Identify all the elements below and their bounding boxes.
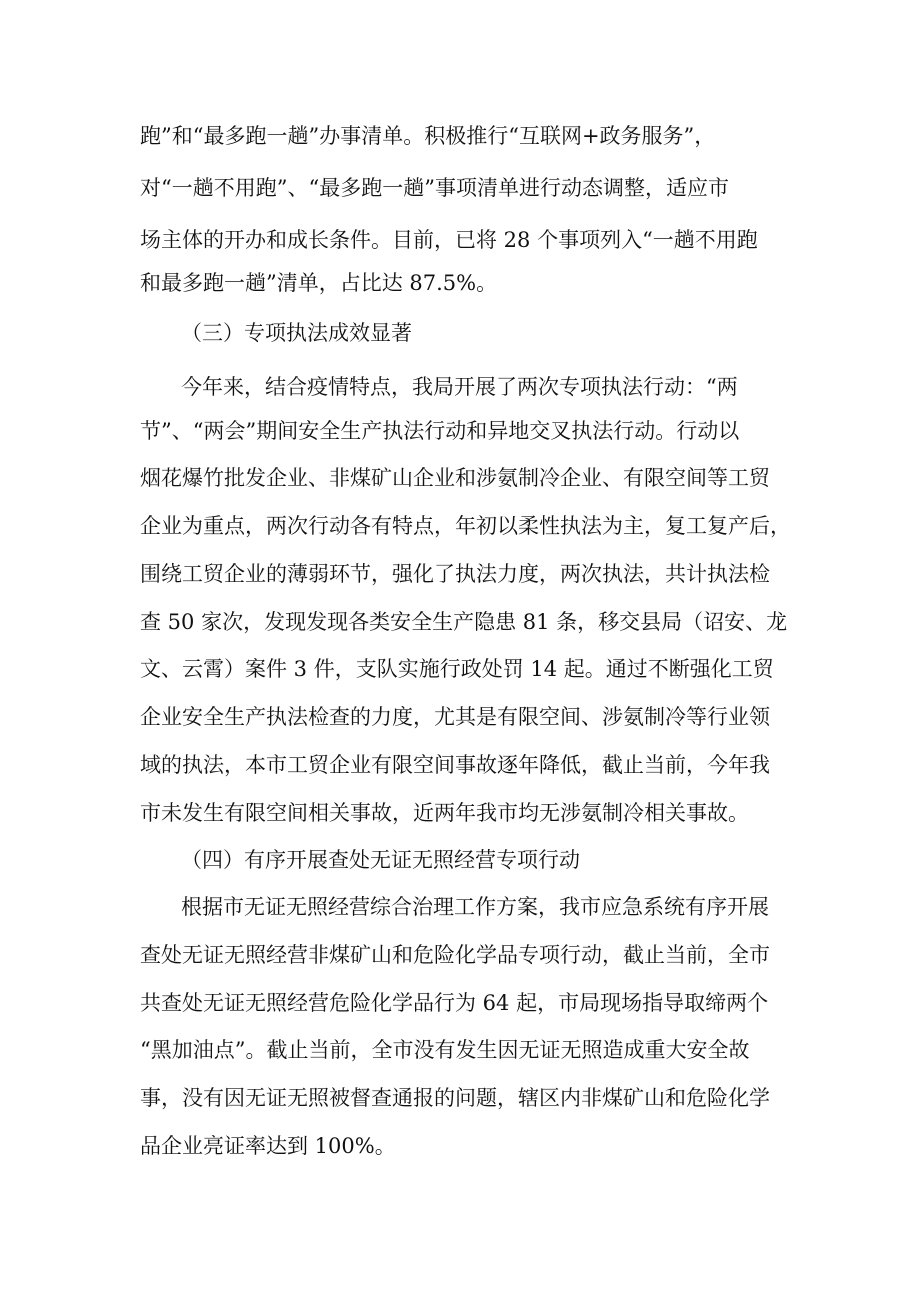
text-line: 共查处无证无照经营危险化学品行为 64 起，市局现场指导取缔两个 — [140, 991, 769, 1015]
text-line: 今年来，结合疫情特点，我局开展了两次专项执法行动：“两 — [181, 375, 738, 399]
text-line: 跑”和“最多跑一趟”办事清单。积极推行“互联网+政务服务”， — [140, 124, 716, 148]
text-line: 根据市无证无照经营综合治理工作方案，我市应急系统有序开展 — [181, 895, 769, 919]
text-line: 事，没有因无证无照被督查通报的问题，辖区内非煤矿山和危险化学 — [140, 1086, 770, 1110]
text-line: 烟花爆竹批发企业、非煤矿山企业和涉氨制冷企业、有限空间等工贸 — [140, 466, 770, 490]
text-line: 文、云霄）案件 3 件，支队实施行政处罚 14 起。通过不断强化工贸 — [140, 657, 774, 681]
text-line: 域的执法，本市工贸企业有限空间事故逐年降低，截止当前，今年我 — [140, 753, 770, 777]
text-line: 市未发生有限空间相关事故，近两年我市均无涉氨制冷相关事故。 — [140, 801, 749, 825]
text-line: 查 50 家次，发现发现各类安全生产隐患 81 条，移交县局（诏安、龙 — [140, 610, 788, 634]
text-line: 围绕工贸企业的薄弱环节，强化了执法力度，两次执法，共计执法检 — [140, 562, 770, 586]
text-line: 品企业亮证率达到 100%。 — [140, 1134, 396, 1158]
text-line: 企业为重点，两次行动各有特点，年初以柔性执法为主，复工复产后， — [140, 514, 791, 538]
text-line: 查处无证无照经营非煤矿山和危险化学品专项行动，截止当前，全市 — [140, 943, 770, 967]
text-line: 对“一趟不用跑”、“最多跑一趟”事项清单进行动态调整，适应市 — [140, 176, 729, 200]
section-heading: （四）有序开展查处无证无照经营专项行动 — [181, 848, 580, 872]
text-line: 和最多跑一趟”清单，占比达 87.5%。 — [140, 271, 498, 295]
text-line: 节”、“两会”期间安全生产执法行动和异地交叉执法行动。行动以 — [140, 419, 740, 443]
text-line: 企业安全生产执法检查的力度，尤其是有限空间、涉氨制冷等行业领 — [140, 705, 770, 729]
text-line: “黑加油点”。截止当前，全市没有发生因无证无照造成重大安全故 — [140, 1038, 750, 1062]
text-line: 场主体的开办和成长条件。目前，已将 28 个事项列入“一趟不用跑 — [140, 228, 758, 252]
section-heading: （三）专项执法成效显著 — [181, 321, 412, 345]
